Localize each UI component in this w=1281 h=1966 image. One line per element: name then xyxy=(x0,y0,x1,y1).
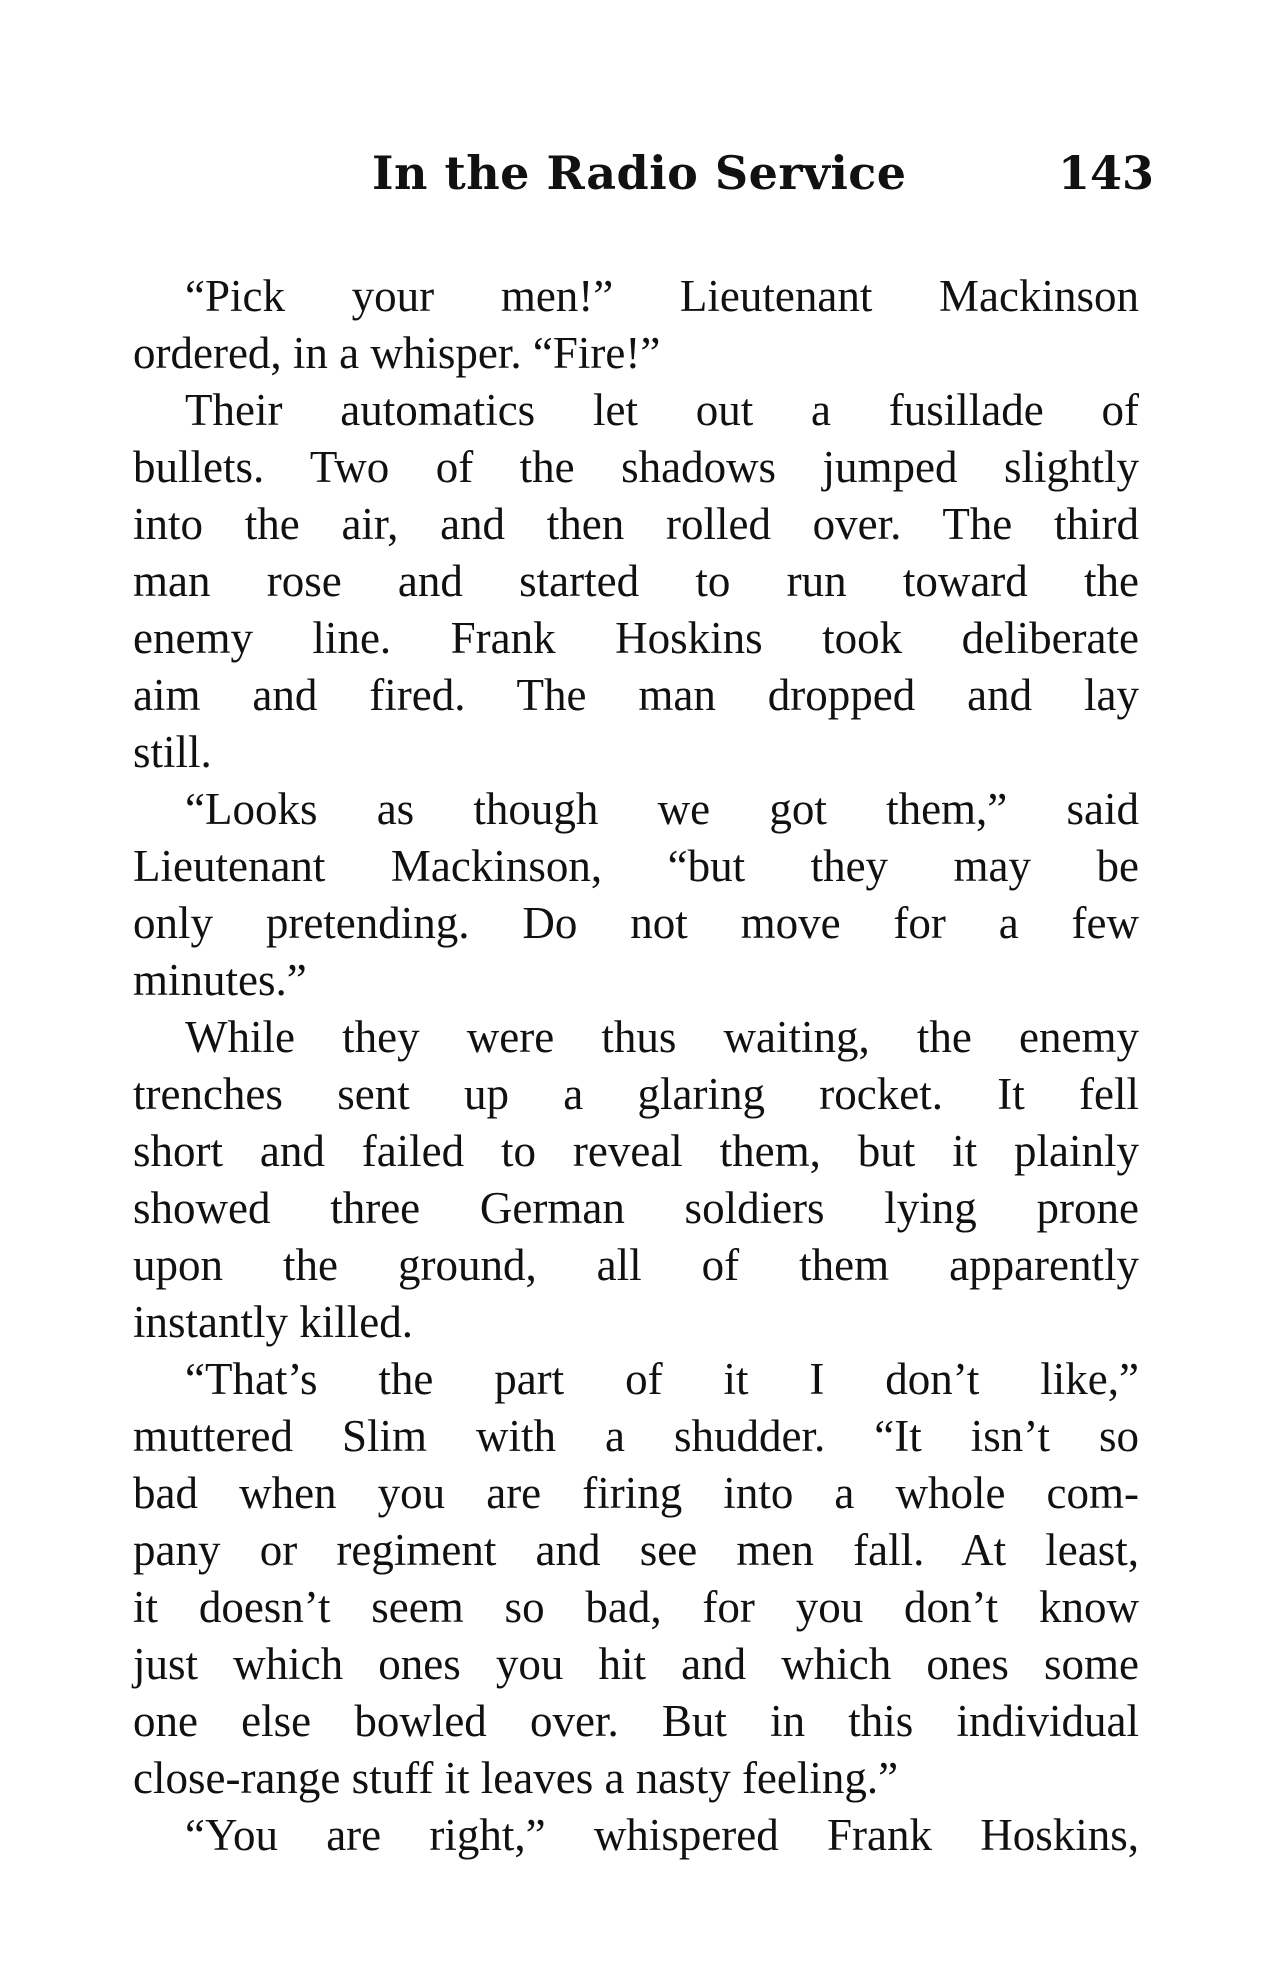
text-line: one else bowled over. But in this individual xyxy=(133,1696,1139,1746)
text-line: ordered, in a whisper. “Fire!” xyxy=(133,328,661,378)
paragraph xyxy=(133,1009,1139,1351)
text-line: instantly killed. xyxy=(133,1297,413,1347)
text-line: enemy line. Frank Hoskins took deliberate xyxy=(133,613,1139,663)
text-line: into the air, and then rolled over. The third xyxy=(133,499,1139,549)
paragraph xyxy=(133,382,1139,781)
text-line: “Pick your men!” Lieutenant Mackinson xyxy=(185,271,1139,321)
text-line: While they were thus waiting, the enemy xyxy=(185,1012,1139,1062)
text-line: bullets. Two of the shadows jumped slightly xyxy=(133,442,1139,492)
text-line: short and failed to reveal them, but it plainly xyxy=(133,1126,1139,1176)
paragraph xyxy=(133,268,1139,382)
text-line: close-range stuff it leaves a nasty feeling.” xyxy=(133,1753,899,1803)
text-line: “You are right,” whispered Frank Hoskins, xyxy=(185,1810,1139,1860)
text-line: muttered Slim with a shudder. “It isn’t so xyxy=(133,1411,1139,1461)
running-title: In the Radio Service xyxy=(372,146,907,200)
text-line: trenches sent up a glaring rocket. It fell xyxy=(133,1069,1139,1119)
text-line: minutes.” xyxy=(133,955,307,1005)
text-line: only pretending. Do not move for a few xyxy=(133,898,1139,948)
paragraph xyxy=(133,781,1139,1009)
text-line: pany or regiment and see men fall. At least, xyxy=(133,1525,1139,1575)
text-line: it doesn’t seem so bad, for you don’t know xyxy=(133,1582,1139,1632)
paragraph xyxy=(133,1351,1139,1807)
text-line: Their automatics let out a fusillade of xyxy=(185,385,1139,435)
text-line: just which ones you hit and which ones some xyxy=(133,1639,1139,1689)
text-line: upon the ground, all of them apparently xyxy=(133,1240,1139,1290)
body-text xyxy=(133,268,1139,1864)
page-number: 143 xyxy=(1058,146,1155,200)
text-line: “Looks as though we got them,” said xyxy=(185,784,1139,834)
text-line: bad when you are firing into a whole com- xyxy=(133,1468,1139,1518)
text-line: aim and fired. The man dropped and lay xyxy=(133,670,1139,720)
text-line: still. xyxy=(133,727,212,777)
text-line: “That’s the part of it I don’t like,” xyxy=(185,1354,1139,1404)
text-line: man rose and started to run toward the xyxy=(133,556,1139,606)
paragraph xyxy=(133,1807,1139,1864)
text-line: showed three German soldiers lying prone xyxy=(133,1183,1139,1233)
text-line: Lieutenant Mackinson, “but they may be xyxy=(133,841,1139,891)
